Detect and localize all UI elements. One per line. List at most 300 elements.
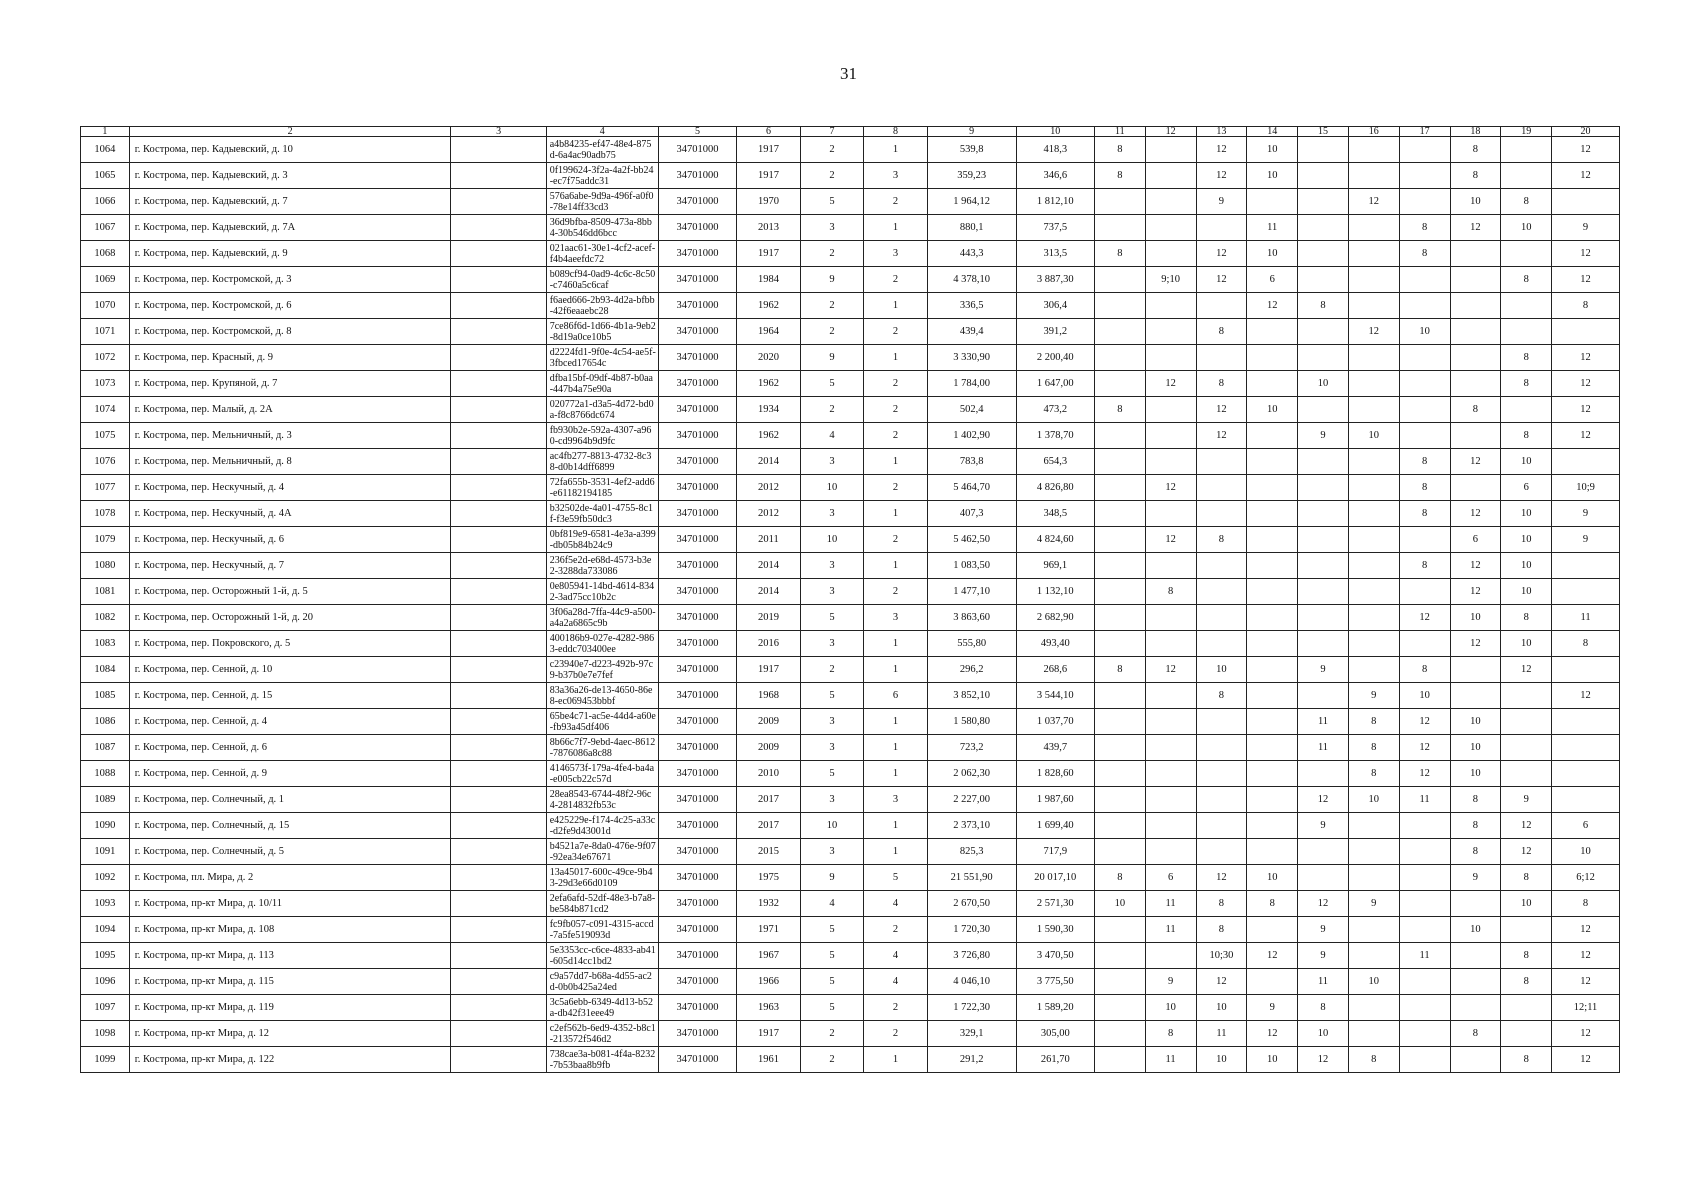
cell-house-guid: a4b84235-ef47-48e4-875d-6a4ac90adb75 (546, 137, 658, 163)
cell-house-guid: 738cae3a-b081-4f4a-8232-7b53baa8b9fb (546, 1047, 658, 1073)
cell-col-17: 12 (1399, 735, 1450, 761)
cell-col-16 (1348, 449, 1399, 475)
cell-oktmo-code: 34701000 (658, 553, 736, 579)
table-row (81, 683, 1620, 709)
cell-col-14 (1247, 969, 1298, 995)
cell-col-13 (1196, 501, 1247, 527)
cell-oktmo-code: 34701000 (658, 215, 736, 241)
cell-oktmo-code: 34701000 (658, 917, 736, 943)
cell-row-number: 1080 (81, 553, 130, 579)
cell-total-area: 439,4 (927, 319, 1016, 345)
cell-col-20: 10 (1552, 839, 1620, 865)
cell-row-number: 1078 (81, 501, 130, 527)
cell-col-11 (1094, 631, 1145, 657)
cell-blank-column (451, 605, 546, 631)
cell-col-17 (1399, 163, 1450, 189)
cell-house-guid: e425229e-f174-4c25-a33c-d2fe9d43001d (546, 813, 658, 839)
column-header: 7 (800, 127, 864, 137)
cell-total-area: 296,2 (927, 657, 1016, 683)
cell-floors-count: 2 (800, 137, 864, 163)
cell-col-17 (1399, 969, 1450, 995)
cell-address: г. Кострома, пер. Мельничный, д. 8 (129, 449, 451, 475)
cell-col-12: 12 (1145, 475, 1196, 501)
cell-col-12 (1145, 163, 1196, 189)
cell-address: г. Кострома, пр-кт Мира, д. 10/11 (129, 891, 451, 917)
cell-col-14: 9 (1247, 995, 1298, 1021)
cell-col-19: 12 (1501, 657, 1552, 683)
table-row (81, 1021, 1620, 1047)
cell-construction-year: 1932 (737, 891, 801, 917)
cell-construction-year: 1963 (737, 995, 801, 1021)
cell-col-18: 10 (1450, 761, 1501, 787)
cell-col-18: 8 (1450, 813, 1501, 839)
cell-col-17: 8 (1399, 449, 1450, 475)
cell-blank-column (451, 839, 546, 865)
cell-residential-area: 3 544,10 (1016, 683, 1094, 709)
cell-house-guid: f6aed666-2b93-4d2a-bfbb-42f6eaaebc28 (546, 293, 658, 319)
cell-col-16 (1348, 813, 1399, 839)
cell-floors-count: 2 (800, 319, 864, 345)
cell-col-17 (1399, 293, 1450, 319)
cell-total-area: 1 083,50 (927, 553, 1016, 579)
cell-col-20: 12 (1552, 345, 1620, 371)
cell-col-11 (1094, 215, 1145, 241)
cell-total-area: 4 378,10 (927, 267, 1016, 293)
cell-col-12: 8 (1145, 579, 1196, 605)
cell-blank-column (451, 371, 546, 397)
cell-col-15: 8 (1298, 995, 1349, 1021)
cell-col-20 (1552, 657, 1620, 683)
cell-row-number: 1082 (81, 605, 130, 631)
cell-floors-count: 3 (800, 449, 864, 475)
cell-address: г. Кострома, пер. Кадыевский, д. 3 (129, 163, 451, 189)
cell-col-12 (1145, 137, 1196, 163)
cell-oktmo-code: 34701000 (658, 605, 736, 631)
cell-col-15: 11 (1298, 709, 1349, 735)
cell-col-20 (1552, 189, 1620, 215)
cell-construction-year: 2019 (737, 605, 801, 631)
cell-total-area: 407,3 (927, 501, 1016, 527)
cell-entrances-count: 2 (864, 319, 928, 345)
cell-col-15 (1298, 189, 1349, 215)
cell-residential-area: 3 470,50 (1016, 943, 1094, 969)
cell-construction-year: 2009 (737, 735, 801, 761)
cell-address: г. Кострома, пер. Сенной, д. 6 (129, 735, 451, 761)
cell-col-19: 12 (1501, 839, 1552, 865)
cell-residential-area: 1 647,00 (1016, 371, 1094, 397)
cell-house-guid: 5e3353cc-c6ce-4833-ab41-605d14cc1bd2 (546, 943, 658, 969)
cell-floors-count: 9 (800, 865, 864, 891)
cell-col-14 (1247, 527, 1298, 553)
cell-col-14 (1247, 787, 1298, 813)
cell-col-17 (1399, 839, 1450, 865)
cell-construction-year: 2010 (737, 761, 801, 787)
cell-address: г. Кострома, пр-кт Мира, д. 113 (129, 943, 451, 969)
cell-floors-count: 4 (800, 423, 864, 449)
cell-entrances-count: 6 (864, 683, 928, 709)
cell-col-13: 12 (1196, 137, 1247, 163)
cell-col-12 (1145, 943, 1196, 969)
cell-house-guid: 36d9bfba-8509-473a-8bb4-30b546dd6bcc (546, 215, 658, 241)
cell-total-area: 3 863,60 (927, 605, 1016, 631)
cell-col-14 (1247, 345, 1298, 371)
cell-house-guid: b32502de-4a01-4755-8c1f-f3e59fb50dc3 (546, 501, 658, 527)
cell-col-20: 12 (1552, 1047, 1620, 1073)
cell-address: г. Кострома, пер. Сенной, д. 15 (129, 683, 451, 709)
cell-col-20: 6;12 (1552, 865, 1620, 891)
table-row (81, 657, 1620, 683)
cell-col-19: 8 (1501, 969, 1552, 995)
cell-house-guid: 83a36a26-de13-4650-86e8-ec069453bbbf (546, 683, 658, 709)
cell-col-19 (1501, 761, 1552, 787)
cell-col-15 (1298, 579, 1349, 605)
cell-residential-area: 3 887,30 (1016, 267, 1094, 293)
cell-blank-column (451, 1047, 546, 1073)
cell-col-15 (1298, 137, 1349, 163)
cell-col-16 (1348, 241, 1399, 267)
cell-construction-year: 2020 (737, 345, 801, 371)
cell-construction-year: 1975 (737, 865, 801, 891)
cell-col-19: 10 (1501, 891, 1552, 917)
cell-construction-year: 2014 (737, 553, 801, 579)
cell-col-14 (1247, 631, 1298, 657)
cell-oktmo-code: 34701000 (658, 397, 736, 423)
cell-address: г. Кострома, пер. Кадыевский, д. 7 (129, 189, 451, 215)
cell-address: г. Кострома, пр-кт Мира, д. 108 (129, 917, 451, 943)
cell-col-20: 12 (1552, 917, 1620, 943)
column-header: 12 (1145, 127, 1196, 137)
cell-col-16 (1348, 501, 1399, 527)
cell-col-14 (1247, 501, 1298, 527)
cell-col-17 (1399, 917, 1450, 943)
cell-col-16 (1348, 553, 1399, 579)
cell-col-15: 11 (1298, 969, 1349, 995)
cell-col-15: 9 (1298, 813, 1349, 839)
cell-col-16 (1348, 943, 1399, 969)
cell-floors-count: 5 (800, 605, 864, 631)
cell-col-19: 8 (1501, 1047, 1552, 1073)
cell-oktmo-code: 34701000 (658, 735, 736, 761)
cell-house-guid: b4521a7e-8da0-476e-9f07-92ea34e67671 (546, 839, 658, 865)
cell-row-number: 1094 (81, 917, 130, 943)
cell-col-18: 8 (1450, 1021, 1501, 1047)
cell-house-guid: 3f06a28d-7ffa-44c9-a500-a4a2a6865c9b (546, 605, 658, 631)
cell-house-guid: dfba15bf-09df-4b87-b0aa-447b4a75e90a (546, 371, 658, 397)
cell-col-16: 9 (1348, 683, 1399, 709)
page-number: 31 (840, 64, 857, 83)
table-row (81, 839, 1620, 865)
cell-floors-count: 2 (800, 1047, 864, 1073)
cell-floors-count: 2 (800, 241, 864, 267)
cell-col-12: 8 (1145, 1021, 1196, 1047)
table-row (81, 501, 1620, 527)
table-row (81, 943, 1620, 969)
cell-floors-count: 10 (800, 813, 864, 839)
cell-oktmo-code: 34701000 (658, 579, 736, 605)
cell-col-13: 12 (1196, 423, 1247, 449)
cell-construction-year: 1961 (737, 1047, 801, 1073)
cell-residential-area: 348,5 (1016, 501, 1094, 527)
cell-col-17: 12 (1399, 709, 1450, 735)
cell-col-12 (1145, 345, 1196, 371)
cell-col-16: 9 (1348, 891, 1399, 917)
cell-col-16 (1348, 215, 1399, 241)
cell-col-12 (1145, 735, 1196, 761)
cell-col-14 (1247, 579, 1298, 605)
cell-col-13 (1196, 787, 1247, 813)
cell-house-guid: 7ce86f6d-1d66-4b1a-9eb2-8d19a0ce10b5 (546, 319, 658, 345)
table-row (81, 241, 1620, 267)
cell-col-13: 12 (1196, 241, 1247, 267)
cell-blank-column (451, 501, 546, 527)
cell-col-18 (1450, 319, 1501, 345)
cell-entrances-count: 1 (864, 735, 928, 761)
table-row (81, 553, 1620, 579)
cell-col-14 (1247, 189, 1298, 215)
cell-col-14 (1247, 761, 1298, 787)
cell-col-13 (1196, 839, 1247, 865)
cell-col-18: 12 (1450, 501, 1501, 527)
cell-col-16 (1348, 527, 1399, 553)
cell-blank-column (451, 657, 546, 683)
cell-col-11 (1094, 735, 1145, 761)
cell-row-number: 1092 (81, 865, 130, 891)
cell-total-area: 539,8 (927, 137, 1016, 163)
cell-blank-column (451, 215, 546, 241)
cell-col-15 (1298, 605, 1349, 631)
cell-oktmo-code: 34701000 (658, 631, 736, 657)
cell-col-12 (1145, 839, 1196, 865)
cell-col-20 (1552, 761, 1620, 787)
cell-residential-area: 654,3 (1016, 449, 1094, 475)
cell-col-16 (1348, 475, 1399, 501)
cell-col-16 (1348, 293, 1399, 319)
column-header: 2 (129, 127, 451, 137)
cell-col-15 (1298, 449, 1349, 475)
cell-oktmo-code: 34701000 (658, 787, 736, 813)
cell-row-number: 1089 (81, 787, 130, 813)
cell-address: г. Кострома, пр-кт Мира, д. 119 (129, 995, 451, 1021)
cell-col-19: 10 (1501, 631, 1552, 657)
table-row (81, 787, 1620, 813)
cell-total-area: 336,5 (927, 293, 1016, 319)
cell-address: г. Кострома, пер. Нескучный, д. 4 (129, 475, 451, 501)
cell-total-area: 1 784,00 (927, 371, 1016, 397)
table-row (81, 475, 1620, 501)
table-row (81, 969, 1620, 995)
cell-col-16: 10 (1348, 787, 1399, 813)
cell-col-17 (1399, 865, 1450, 891)
cell-col-20: 10;9 (1552, 475, 1620, 501)
cell-row-number: 1088 (81, 761, 130, 787)
cell-col-17: 11 (1399, 943, 1450, 969)
cell-house-guid: 0f199624-3f2a-4a2f-bb24-ec7f75addc31 (546, 163, 658, 189)
cell-house-guid: 400186b9-027e-4282-9863-eddc703400ee (546, 631, 658, 657)
cell-residential-area: 4 824,60 (1016, 527, 1094, 553)
cell-col-11 (1094, 813, 1145, 839)
column-header: 13 (1196, 127, 1247, 137)
cell-total-area: 2 062,30 (927, 761, 1016, 787)
cell-total-area: 783,8 (927, 449, 1016, 475)
cell-col-17 (1399, 631, 1450, 657)
cell-floors-count: 5 (800, 943, 864, 969)
cell-col-19: 8 (1501, 865, 1552, 891)
cell-floors-count: 5 (800, 683, 864, 709)
cell-entrances-count: 2 (864, 267, 928, 293)
cell-floors-count: 5 (800, 371, 864, 397)
cell-col-15: 12 (1298, 787, 1349, 813)
cell-col-15 (1298, 501, 1349, 527)
cell-oktmo-code: 34701000 (658, 267, 736, 293)
cell-col-14: 12 (1247, 293, 1298, 319)
cell-address: г. Кострома, пер. Сенной, д. 10 (129, 657, 451, 683)
cell-col-11 (1094, 917, 1145, 943)
cell-blank-column (451, 943, 546, 969)
column-header: 6 (737, 127, 801, 137)
cell-residential-area: 473,2 (1016, 397, 1094, 423)
cell-blank-column (451, 449, 546, 475)
cell-col-13 (1196, 345, 1247, 371)
cell-oktmo-code: 34701000 (658, 137, 736, 163)
cell-house-guid: 236f5e2d-e68d-4573-b3e2-3288da733086 (546, 553, 658, 579)
cell-row-number: 1093 (81, 891, 130, 917)
cell-col-18 (1450, 241, 1501, 267)
cell-residential-area: 20 017,10 (1016, 865, 1094, 891)
cell-col-11 (1094, 371, 1145, 397)
cell-col-19: 8 (1501, 371, 1552, 397)
cell-residential-area: 306,4 (1016, 293, 1094, 319)
cell-blank-column (451, 631, 546, 657)
cell-col-14: 12 (1247, 943, 1298, 969)
cell-col-16: 8 (1348, 761, 1399, 787)
cell-residential-area: 1 589,20 (1016, 995, 1094, 1021)
cell-col-20: 12 (1552, 371, 1620, 397)
cell-construction-year: 1984 (737, 267, 801, 293)
cell-address: г. Кострома, пер. Солнечный, д. 15 (129, 813, 451, 839)
table-row (81, 423, 1620, 449)
cell-construction-year: 1964 (737, 319, 801, 345)
cell-oktmo-code: 34701000 (658, 241, 736, 267)
cell-col-16 (1348, 839, 1399, 865)
cell-row-number: 1097 (81, 995, 130, 1021)
cell-col-18: 8 (1450, 137, 1501, 163)
cell-col-12 (1145, 319, 1196, 345)
cell-col-15 (1298, 397, 1349, 423)
cell-col-18 (1450, 371, 1501, 397)
cell-col-12 (1145, 709, 1196, 735)
table-row (81, 371, 1620, 397)
cell-col-13 (1196, 579, 1247, 605)
cell-col-18: 12 (1450, 215, 1501, 241)
cell-blank-column (451, 787, 546, 813)
cell-blank-column (451, 345, 546, 371)
cell-col-14: 10 (1247, 397, 1298, 423)
table-body (81, 137, 1620, 1073)
table-row (81, 267, 1620, 293)
cell-row-number: 1067 (81, 215, 130, 241)
cell-col-17 (1399, 527, 1450, 553)
cell-col-16 (1348, 163, 1399, 189)
cell-col-18: 10 (1450, 189, 1501, 215)
cell-col-16 (1348, 631, 1399, 657)
cell-oktmo-code: 34701000 (658, 969, 736, 995)
cell-construction-year: 1967 (737, 943, 801, 969)
cell-col-14 (1247, 709, 1298, 735)
cell-col-17 (1399, 137, 1450, 163)
cell-total-area: 1 720,30 (927, 917, 1016, 943)
cell-address: г. Кострома, пер. Сенной, д. 9 (129, 761, 451, 787)
cell-col-19: 10 (1501, 215, 1552, 241)
cell-row-number: 1091 (81, 839, 130, 865)
cell-col-18: 12 (1450, 579, 1501, 605)
cell-blank-column (451, 917, 546, 943)
cell-construction-year: 1917 (737, 137, 801, 163)
cell-col-15 (1298, 215, 1349, 241)
cell-row-number: 1065 (81, 163, 130, 189)
cell-col-17: 8 (1399, 501, 1450, 527)
cell-row-number: 1079 (81, 527, 130, 553)
cell-col-12: 11 (1145, 891, 1196, 917)
cell-col-11 (1094, 293, 1145, 319)
table-row (81, 735, 1620, 761)
cell-col-18: 6 (1450, 527, 1501, 553)
cell-col-20: 12 (1552, 1021, 1620, 1047)
cell-col-19: 8 (1501, 423, 1552, 449)
cell-blank-column (451, 969, 546, 995)
cell-total-area: 359,23 (927, 163, 1016, 189)
cell-residential-area: 391,2 (1016, 319, 1094, 345)
cell-address: г. Кострома, пл. Мира, д. 2 (129, 865, 451, 891)
cell-col-13: 9 (1196, 189, 1247, 215)
cell-col-18 (1450, 891, 1501, 917)
cell-col-12: 11 (1145, 917, 1196, 943)
cell-floors-count: 2 (800, 293, 864, 319)
cell-col-19: 9 (1501, 787, 1552, 813)
cell-blank-column (451, 527, 546, 553)
cell-floors-count: 2 (800, 397, 864, 423)
cell-col-16 (1348, 917, 1399, 943)
cell-col-19 (1501, 735, 1552, 761)
cell-col-11: 10 (1094, 891, 1145, 917)
cell-col-14: 10 (1247, 163, 1298, 189)
cell-col-16 (1348, 605, 1399, 631)
cell-address: г. Кострома, пер. Нескучный, д. 7 (129, 553, 451, 579)
table-row (81, 449, 1620, 475)
header-row (81, 127, 1620, 137)
cell-col-16 (1348, 371, 1399, 397)
cell-col-13: 8 (1196, 319, 1247, 345)
cell-total-area: 1 477,10 (927, 579, 1016, 605)
cell-entrances-count: 1 (864, 813, 928, 839)
cell-col-11 (1094, 995, 1145, 1021)
cell-entrances-count: 1 (864, 631, 928, 657)
cell-construction-year: 2009 (737, 709, 801, 735)
cell-col-16: 10 (1348, 423, 1399, 449)
cell-construction-year: 1962 (737, 293, 801, 319)
cell-row-number: 1069 (81, 267, 130, 293)
cell-col-20: 6 (1552, 813, 1620, 839)
cell-house-guid: 2efa6afd-52df-48e3-b7a8-be584b871cd2 (546, 891, 658, 917)
cell-col-17 (1399, 995, 1450, 1021)
cell-col-13: 10 (1196, 1047, 1247, 1073)
cell-col-13: 8 (1196, 527, 1247, 553)
cell-col-11 (1094, 683, 1145, 709)
cell-col-11 (1094, 969, 1145, 995)
table-row (81, 995, 1620, 1021)
cell-col-17 (1399, 397, 1450, 423)
cell-entrances-count: 4 (864, 891, 928, 917)
cell-entrances-count: 3 (864, 787, 928, 813)
